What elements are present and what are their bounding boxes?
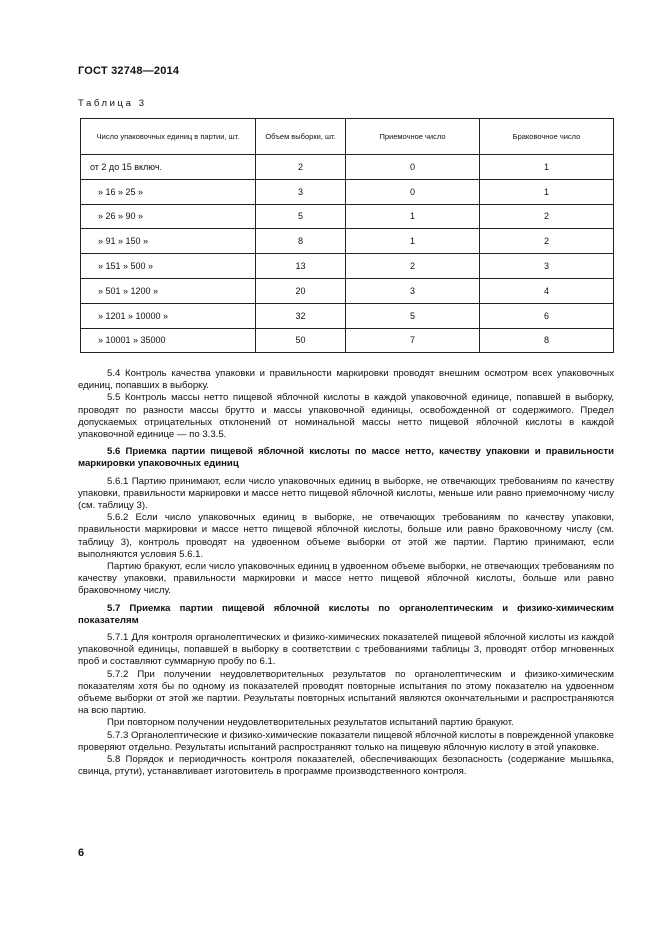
cell-lot-size: » 501 » 1200 » <box>81 278 256 303</box>
column-header-acceptance-number: Приемочное число <box>346 119 480 155</box>
cell-acceptance-number: 3 <box>346 278 480 303</box>
table-row <box>81 278 614 303</box>
cell-acceptance-number: 5 <box>346 303 480 328</box>
cell-rejection-number: 2 <box>480 229 614 254</box>
cell-lot-size: » 26 » 90 » <box>81 204 256 229</box>
cell-rejection-number: 1 <box>480 155 614 180</box>
table-caption: Таблица 3 <box>78 98 147 109</box>
section-heading-5-6: 5.6 Приемка партии пищевой яблочной кислоты по массе нетто, качеству упаковки и правильности маркировки упаковочных единиц <box>78 446 614 470</box>
cell-lot-size: » 151 » 500 » <box>81 254 256 279</box>
cell-rejection-number: 3 <box>480 254 614 279</box>
cell-acceptance-number: 1 <box>346 204 480 229</box>
cell-sample-size: 5 <box>256 204 346 229</box>
sampling-table <box>80 118 614 353</box>
column-header-sample-size: Объем выборки, шт. <box>256 119 346 155</box>
section-heading-5-7: 5.7 Приемка партии пищевой яблочной кислоты по органолептическим и физико-химическим показателям <box>78 602 614 626</box>
paragraph-5-7-3: 5.7.3 Органолептические и физико-химические показатели пищевой яблочной кислоты в поврежденной упаковке проверяют отдельно. Результаты испытаний распространяют только на пищевую яблочную кислоту в этой упаковке. <box>78 729 614 753</box>
cell-sample-size: 2 <box>256 155 346 180</box>
cell-acceptance-number: 7 <box>346 328 480 353</box>
table-row <box>81 328 614 353</box>
cell-acceptance-number: 2 <box>346 254 480 279</box>
cell-sample-size: 32 <box>256 303 346 328</box>
paragraph-5-7-2-repeat: При повторном получении неудовлетворительных результатов испытаний партию бракуют. <box>107 717 514 729</box>
paragraph-5-6-1: 5.6.1 Партию принимают, если число упаковочных единиц в выборке, не отвечающих требованиям по качеству упаковки, правильности маркировки и массе нетто пищевой яблочной кислоты, меньше или равно приемочному числу (см. таблицу 3). <box>78 475 614 512</box>
cell-lot-size: » 10001 » 35000 <box>81 328 256 353</box>
cell-sample-size: 50 <box>256 328 346 353</box>
table-row <box>81 229 614 254</box>
body-text <box>78 368 614 779</box>
page-number: 6 <box>78 847 85 859</box>
paragraph-5-6-2: 5.6.2 Если число упаковочных единиц в выборке, не отвечающих требованиям по качеству упаковки, правильности маркировки и массе нетто пищевой яблочной кислоты, больше или равно браковочному числу (см. таблицу 3), контроль проводят на удвоенном объеме выборки от этой же партии. Партию принимают, если выполняются условия 5.6.1. <box>78 512 614 560</box>
cell-lot-size: » 91 » 150 » <box>81 229 256 254</box>
paragraph-5-5: 5.5 Контроль массы нетто пищевой яблочной кислоты в каждой упаковочной единице, попавшей в выборку, проводят по разности массы брутто и массы упаковочной единицы, освобожденной от содержимого. Предел допускаемых отрицательных отклонений от номинальной массы нетто пищевой яблочной кислоты в каждой упаковочной единице — по 3.3.5. <box>78 392 614 441</box>
cell-rejection-number: 6 <box>480 303 614 328</box>
column-header-rejection-number: Браковочное число <box>480 119 614 155</box>
paragraph-5-7-1: 5.7.1 Для контроля органолептических и физико-химических показателей пищевой яблочной кислоты из каждой упаковочной единицы, попавшей в выборку в соответствии с требованиями таблицы 3, проводят отбор мгновенных проб и составляют суммарную пробу по 6.1. <box>78 632 614 668</box>
table-row <box>81 254 614 279</box>
cell-sample-size: 13 <box>256 254 346 279</box>
paragraph-5-4: 5.4 Контроль качества упаковки и правильности маркировки проводят внешним осмотром всех упаковочных единиц, попавших в выборку. <box>78 368 614 392</box>
cell-rejection-number: 4 <box>480 278 614 303</box>
table-row <box>81 179 614 204</box>
column-header-lot-size: Число упаковочных единиц в партии, шт. <box>81 119 256 155</box>
cell-rejection-number: 8 <box>480 328 614 353</box>
cell-lot-size: от 2 до 15 включ. <box>81 155 256 180</box>
cell-lot-size: » 1201 » 10000 » <box>81 303 256 328</box>
cell-sample-size: 20 <box>256 278 346 303</box>
cell-rejection-number: 1 <box>480 179 614 204</box>
table-row <box>81 204 614 229</box>
cell-sample-size: 3 <box>256 179 346 204</box>
table-header-row <box>81 119 614 155</box>
paragraph-5-6-2-reject: Партию бракуют, если число упаковочных единиц в удвоенном объеме выборки, не отвечающих требованиям по качеству упаковки, правильности маркировки и массе нетто пищевой яблочной кислоты, больше или равно браковочному числу. <box>78 561 614 597</box>
cell-acceptance-number: 0 <box>346 179 480 204</box>
cell-lot-size: » 16 » 25 » <box>81 179 256 204</box>
document-header: ГОСТ 32748—2014 <box>78 65 180 77</box>
paragraph-5-7-2: 5.7.2 При получении неудовлетворительных результатов по органолептическим и физико-химическим показателям хотя бы по одному из показателей проводят повторные испытания по этому показателю на удвоенном объеме выборки от этой же партии. Результаты повторных испытаний являются окончательными и распространяются на всю партию. <box>78 668 614 717</box>
paragraph-5-8: 5.8 Порядок и периодичность контроля показателей, обеспечивающих безопасность (содержание мышьяка, свинца, ртути), устанавливает изготовитель в программе производственного контроля. <box>78 754 614 778</box>
cell-acceptance-number: 1 <box>346 229 480 254</box>
cell-acceptance-number: 0 <box>346 155 480 180</box>
table-row <box>81 303 614 328</box>
cell-rejection-number: 2 <box>480 204 614 229</box>
table-row <box>81 155 614 180</box>
cell-sample-size: 8 <box>256 229 346 254</box>
